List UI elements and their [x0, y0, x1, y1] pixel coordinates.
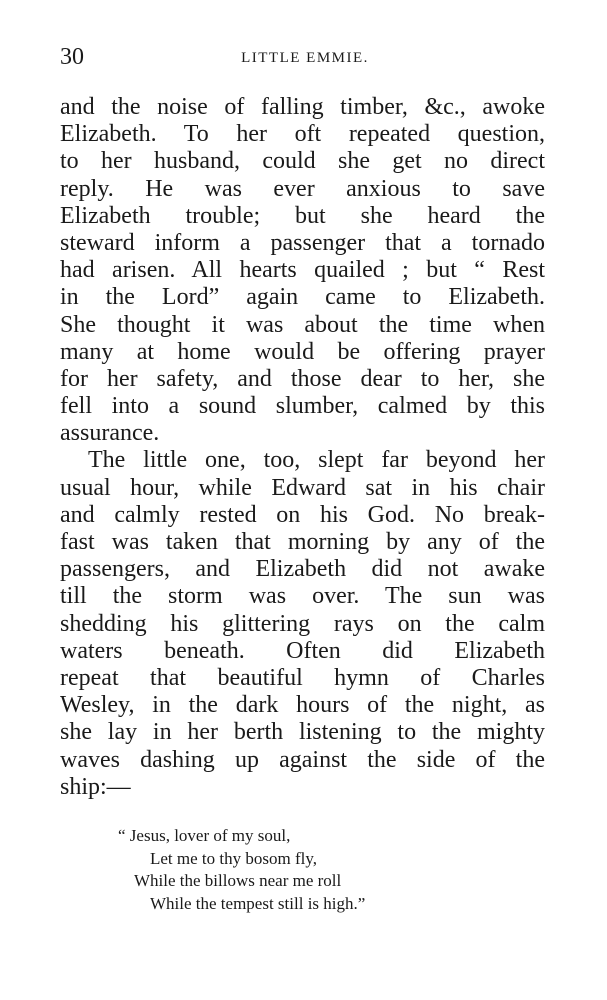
- text-line: till the storm was over. The sun was: [60, 583, 545, 610]
- text-line: many at home would be offering prayer: [60, 338, 545, 365]
- running-title: LITTLE EMMIE.: [241, 50, 369, 66]
- text-line: waters beneath. Often did Elizabeth: [60, 637, 545, 664]
- text-line: Wesley, in the dark hours of the night, as: [60, 692, 545, 719]
- text-line: assurance.: [60, 420, 160, 447]
- text-line: passengers, and Elizabeth did not awake: [60, 556, 545, 583]
- text-line: had arisen. All hearts quailed ; but “ Rest: [60, 257, 545, 284]
- text-line: usual hour, while Edward sat in his chair: [60, 474, 545, 501]
- text-line: she lay in her berth listening to the mighty: [60, 719, 545, 746]
- text-line: ship:—: [60, 773, 131, 800]
- text-line: fell into a sound slumber, calmed by this: [60, 393, 545, 420]
- text-line: Elizabeth. To her oft repeated question,: [60, 121, 545, 148]
- text-line: in the Lord” again came to Elizabeth.: [60, 284, 545, 311]
- text-line: The little one, too, slept far beyond her: [88, 447, 545, 474]
- text-line: shedding his glittering rays on the calm: [60, 610, 545, 637]
- text-line: fast was taken that morning by any of the: [60, 529, 545, 555]
- text-line: Elizabeth trouble; but she heard the: [60, 202, 545, 229]
- hymn-line: While the billows near me roll: [134, 871, 342, 890]
- text-line: to her husband, could she get no direct: [60, 148, 545, 175]
- body-text: [60, 94, 545, 801]
- text-line: and the noise of falling timber, &c., awoke: [60, 94, 545, 120]
- text-line: She thought it was about the time when: [60, 311, 545, 338]
- hymn-quote: [118, 825, 548, 915]
- paragraph: [60, 94, 545, 447]
- text-line: steward inform a passenger that a tornado: [60, 229, 545, 256]
- text-line: and calmly rested on his God. No break-: [60, 501, 545, 528]
- page-header: [60, 44, 550, 74]
- hymn-line: While the tempest still is high.”: [150, 893, 366, 913]
- text-line: repeat that beautiful hymn of Charles: [60, 664, 545, 691]
- text-line: for her safety, and those dear to her, she: [60, 365, 545, 392]
- hymn-line: Let me to thy bosom fly,: [150, 848, 317, 868]
- hymn-line: “ Jesus, lover of my soul,: [118, 826, 291, 845]
- page-number: 30: [60, 44, 84, 70]
- paragraph: [60, 447, 545, 800]
- text-line: waves dashing up against the side of the: [60, 746, 545, 773]
- text-line: reply. He was ever anxious to save: [60, 175, 545, 202]
